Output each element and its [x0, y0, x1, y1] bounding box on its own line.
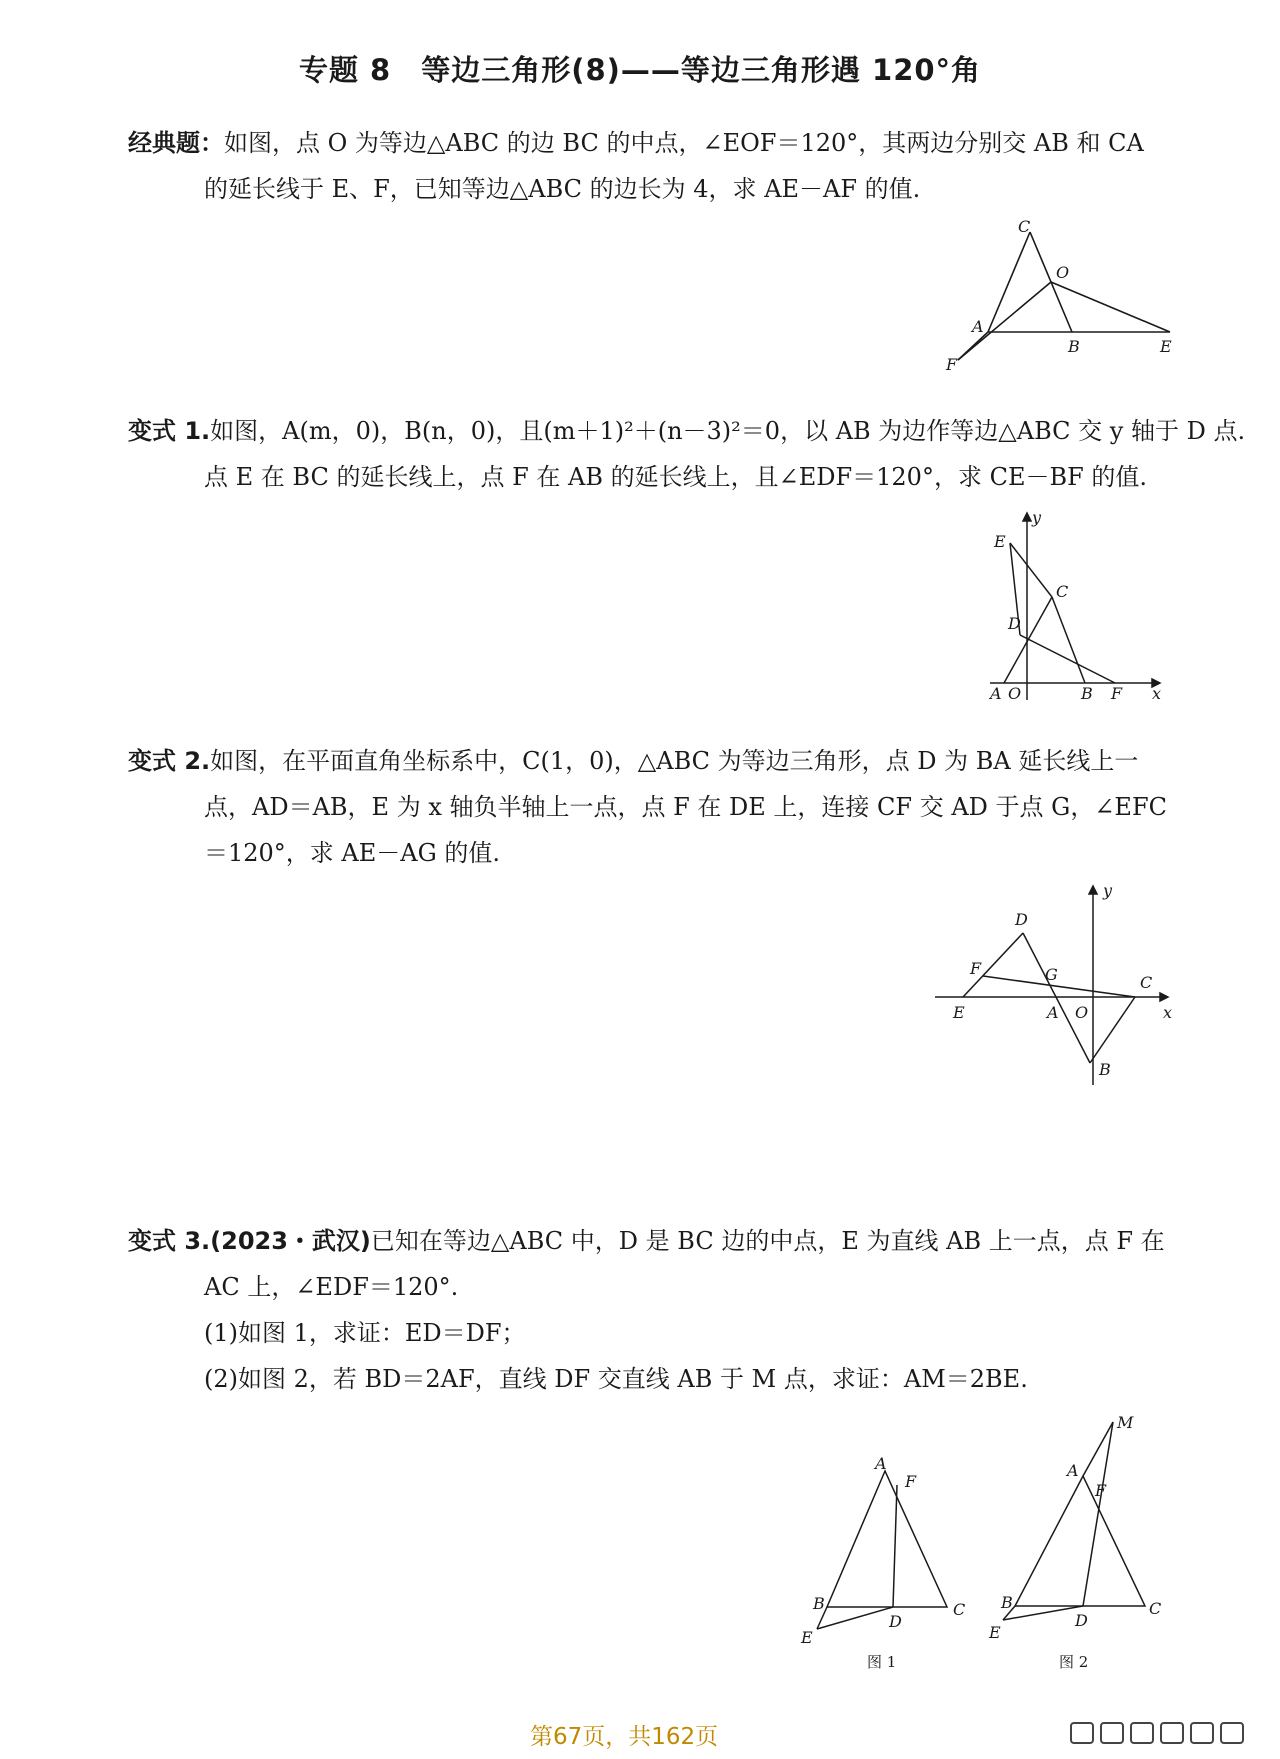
segment-DE — [1003, 1606, 1083, 1620]
figure-2-caption: 图 2 — [1059, 1653, 1089, 1671]
segment-FD — [893, 1485, 897, 1607]
classic-label: 经典题： — [128, 129, 224, 157]
y-axis-arrow — [1089, 886, 1097, 894]
label-E: E — [801, 1628, 813, 1647]
y-axis-arrow — [1023, 513, 1031, 521]
variant2-text-3: ＝120°，求 AE－AG 的值. — [204, 839, 501, 867]
classic-line-1 — [128, 120, 1173, 166]
watermark-box-icon — [1070, 1722, 1094, 1744]
label-C: C — [1140, 973, 1153, 992]
variant3-figure-1-svg — [795, 1455, 975, 1670]
label-O: O — [1056, 263, 1070, 282]
label-A: A — [875, 1454, 887, 1473]
label-A: A — [1067, 1461, 1079, 1480]
variant3-text-3: (1)如图 1，求证：ED＝DF； — [204, 1319, 526, 1347]
label-M: M — [1117, 1413, 1134, 1432]
variant3-figure-1 — [795, 1455, 975, 1670]
triangle-ABC — [827, 1471, 947, 1607]
label-F: F — [905, 1472, 917, 1491]
label-C: C — [1018, 217, 1031, 236]
label-E: E — [989, 1623, 1001, 1642]
classic-figure — [930, 217, 1190, 374]
segment-EC — [1010, 543, 1052, 597]
watermark-icons — [1070, 1722, 1260, 1744]
segment-FC — [983, 976, 1135, 997]
label-B: B — [813, 1594, 825, 1613]
label-y: y — [1032, 508, 1042, 527]
watermark-box-icon — [1100, 1722, 1124, 1744]
label-A: A — [1047, 1003, 1059, 1022]
label-E: E — [953, 1003, 965, 1022]
label-O: O — [1008, 684, 1022, 703]
watermark-box-icon — [1160, 1722, 1184, 1744]
label-F: F — [946, 355, 958, 374]
variant3-text-1: 已知在等边△ABC 中，D 是 BC 边的中点，E 为直线 AB 上一点，点 F 在 — [370, 1227, 1165, 1255]
watermark-box-icon — [1130, 1722, 1154, 1744]
classic-problem — [128, 120, 1173, 212]
variant2-text-1: 如图，在平面直角坐标系中，C(1，0)，△ABC 为等边三角形，点 D 为 BA 延长线上一 — [210, 747, 1139, 775]
label-B: B — [1081, 684, 1093, 703]
variant2-figure-svg — [935, 880, 1180, 1085]
variant3-figure-2-svg — [985, 1408, 1165, 1670]
segment-DE — [817, 1607, 893, 1629]
label-D: D — [889, 1612, 902, 1631]
label-O: O — [1075, 1003, 1089, 1022]
segment-AF — [958, 332, 988, 360]
variant1-figure-svg — [990, 505, 1170, 705]
segment-BC — [1090, 997, 1135, 1063]
classic-text-1: 如图，点 O 为等边△ABC 的边 BC 的中点，∠EOF＝120°，其两边分别交 AB 和 CA — [224, 129, 1144, 157]
page-title: 专题 8 等边三角形(8)——等边三角形遇 120°角 — [298, 53, 982, 87]
watermark-box-icon — [1190, 1722, 1214, 1744]
classic-figure-svg — [930, 217, 1190, 374]
label-G: G — [1045, 965, 1058, 984]
label-F: F — [970, 959, 982, 978]
label-B: B — [1068, 337, 1080, 356]
label-D: D — [1008, 614, 1021, 633]
label-D: D — [1075, 1611, 1088, 1630]
segment-CB — [1052, 597, 1085, 683]
label-E: E — [994, 532, 1006, 551]
segment-DB — [1023, 933, 1090, 1063]
page-number-footer: 第67页，共162页 — [530, 1724, 719, 1750]
label-x: x — [1163, 1003, 1173, 1022]
variant1-figure — [990, 505, 1170, 705]
segment-DF — [1020, 635, 1115, 683]
label-A: A — [972, 317, 984, 336]
segment-AC — [1004, 597, 1052, 683]
label-E: E — [1160, 337, 1172, 356]
variant2-figure — [935, 880, 1180, 1085]
triangle-ABC — [1015, 1476, 1145, 1606]
label-A: A — [990, 684, 1002, 703]
figure-1-caption: 图 1 — [867, 1653, 897, 1671]
label-F: F — [1111, 684, 1123, 703]
variant3-line-1 — [128, 1218, 1173, 1264]
label-C: C — [1056, 582, 1069, 601]
variant1-line-1 — [128, 408, 1246, 454]
label-B: B — [1001, 1593, 1013, 1612]
x-axis-arrow — [1160, 993, 1168, 1001]
variant2-line-1 — [128, 738, 1173, 784]
variant3-figure-2 — [985, 1408, 1165, 1670]
label-C: C — [953, 1600, 966, 1619]
label-F: F — [1095, 1481, 1107, 1500]
variant1-label: 变式 1. — [128, 417, 211, 445]
variant1-text-1: 如图，A(m，0)，B(n，0)，且(m＋1)²＋(n－3)²＝0，以 AB 为边作等边△ABC 交 y 轴于 D 点. — [210, 417, 1246, 445]
label-y: y — [1103, 881, 1113, 900]
variant3-text-2: AC 上，∠EDF＝120°. — [204, 1273, 459, 1301]
watermark-box-icon — [1220, 1722, 1244, 1744]
variant1-problem — [128, 408, 1246, 500]
variant3-text-4: (2)如图 2，若 BD＝2AF，直线 DF 交直线 AB 于 M 点，求证：AM＝2BE. — [204, 1365, 1028, 1393]
variant3-problem — [128, 1218, 1173, 1402]
label-B: B — [1099, 1060, 1111, 1079]
label-x: x — [1152, 684, 1162, 703]
label-D: D — [1015, 910, 1028, 929]
variant2-label: 变式 2. — [128, 747, 211, 775]
label-C: C — [1149, 1599, 1162, 1618]
classic-text-2: 的延长线于 E、F，已知等边△ABC 的边长为 4，求 AE－AF 的值. — [204, 175, 921, 203]
variant3-label: 变式 3.(2023・武汉) — [128, 1227, 371, 1255]
variant2-text-2: 点，AD＝AB，E 为 x 轴负半轴上一点，点 F 在 DE 上，连接 CF 交 AD 于点 G，∠EFC — [204, 793, 1167, 821]
variant2-problem — [128, 738, 1173, 876]
variant1-text-2: 点 E 在 BC 的延长线上，点 F 在 AB 的延长线上，且∠EDF＝120°，求 CE－BF 的值. — [204, 463, 1148, 491]
